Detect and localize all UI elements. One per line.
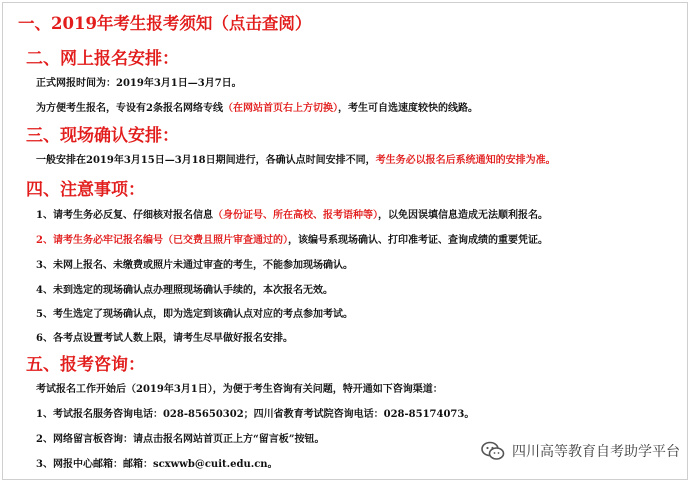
heading-3: 三、现场确认安排： [26,126,179,146]
consult-message-board: 2、网络留言板咨询：请点击报名网站首页正上方“留言板”按钮。 [36,434,325,445]
text-network-lines-a: 为方便考生报名，专设有2条报名网络专线 [36,103,223,114]
note-3: 3、未网上报名、未缴费或照片未通过审查的考生，不能参加现场确认。 [36,260,353,271]
wechat-icon [480,438,506,464]
text-onsite-confirm-highlight: 考生务必以报名后系统通知的安排为准。 [375,155,556,166]
heading-1[interactable]: 一、2019年考生报考须知（点击查阅） [18,14,312,33]
text-network-lines [36,99,478,114]
text-onsite-confirm [36,151,556,166]
consult-email: 3、网报中心邮箱：邮箱：scxwwb@cuit.edu.cn。 [36,459,278,470]
note-2 [36,231,548,246]
note-1-c: ，以免因误填信息造成无法顺利报名。 [377,210,548,221]
note-2-highlight: 2、请考生务必牢记报名编号（已交费且照片审查通过的） [36,235,288,246]
heading-2: 二、网上报名安排： [26,49,179,69]
heading-5: 五、报考咨询： [26,355,145,375]
note-4: 4、未到选定的现场确认点办理照现场确认手续的，本次报名无效。 [36,285,333,296]
note-2-b: ，该编号系现场确认、打印准考证、查询成绩的重要凭证。 [287,235,548,246]
note-6: 6、各考点设置考试人数上限，请考生尽早做好报名安排。 [36,333,293,344]
note-1-highlight: （身份证号、所在高校、报考语种等） [212,210,378,221]
note-1-a: 1、请考生务必反复、仔细核对报名信息 [36,210,213,221]
note-1 [36,206,548,221]
text-network-lines-highlight: （在网站首页右上方切换） [222,103,338,114]
heading-4: 四、注意事项： [26,180,145,200]
text-network-lines-c: ，考生可自选速度较快的线路。 [337,103,478,114]
text-onsite-confirm-a: 一般安排在2019年3月15日—3月18日期间进行，各确认点时间安排不同， [36,155,376,166]
consult-intro: 考试报名工作开始后（2019年3月1日），为便于考生咨询有关问题，特开通如下咨询渠道： [36,384,443,395]
watermark-text: 四川高等教育自考助学平台 [512,444,680,460]
note-5: 5、考生选定了现场确认点，即为选定到该确认点对应的考点参加考试。 [36,309,353,320]
text-registration-time: 正式网报时间为：2019年3月1日—3月7日。 [36,78,242,89]
wechat-watermark [480,438,680,464]
consult-phone: 1、考试报名服务咨询电话：028-85650302；四川省教育考试院咨询电话：028-85174073。 [36,409,475,420]
